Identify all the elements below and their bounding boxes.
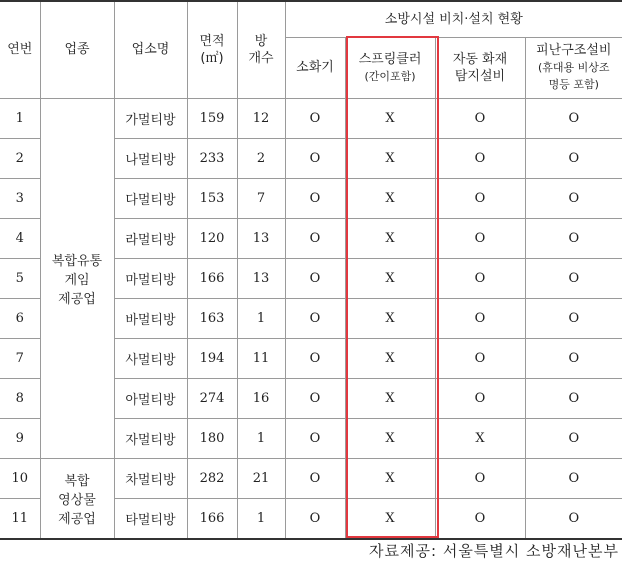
area-value: 233 bbox=[187, 138, 237, 178]
industry-label-line2: 영상물 bbox=[58, 492, 96, 508]
area-value: 159 bbox=[187, 98, 237, 138]
business-name: 사멀티방 bbox=[114, 338, 187, 378]
business-name: 아멀티방 bbox=[114, 378, 187, 418]
header-area-unit: (㎡) bbox=[200, 50, 224, 66]
evacuation-status: O bbox=[525, 138, 622, 178]
sprinkler-status: X bbox=[345, 298, 435, 338]
evacuation-status: O bbox=[525, 298, 622, 338]
business-name: 바멀티방 bbox=[114, 298, 187, 338]
sprinkler-status: X bbox=[345, 378, 435, 418]
row-number: 6 bbox=[0, 298, 40, 338]
table-row bbox=[0, 458, 622, 498]
area-value: 163 bbox=[187, 298, 237, 338]
sprinkler-status: X bbox=[345, 418, 435, 458]
row-number: 5 bbox=[0, 258, 40, 298]
evacuation-status: O bbox=[525, 218, 622, 258]
industry-label-line1: 복합 bbox=[64, 473, 90, 489]
fire-detection-status: O bbox=[435, 498, 525, 539]
area-value: 194 bbox=[187, 338, 237, 378]
fire-detection-status: O bbox=[435, 338, 525, 378]
fire-detection-status: O bbox=[435, 138, 525, 178]
header-fire-facility-group: 소방시설 비치·설치 현황 bbox=[285, 1, 622, 37]
header-fire-detection-line1: 자동 화재 bbox=[452, 51, 508, 67]
rooms-value: 7 bbox=[237, 178, 285, 218]
header-no: 연번 bbox=[0, 1, 40, 98]
row-number: 2 bbox=[0, 138, 40, 178]
sprinkler-status: X bbox=[345, 458, 435, 498]
evacuation-status: O bbox=[525, 458, 622, 498]
header-business-name: 업소명 bbox=[114, 1, 187, 98]
rooms-value: 13 bbox=[237, 218, 285, 258]
area-value: 282 bbox=[187, 458, 237, 498]
extinguisher-status: O bbox=[285, 298, 345, 338]
business-name: 나멀티방 bbox=[114, 138, 187, 178]
industry-cell bbox=[40, 458, 114, 539]
evacuation-status: O bbox=[525, 418, 622, 458]
fire-detection-status: O bbox=[435, 458, 525, 498]
extinguisher-status: O bbox=[285, 338, 345, 378]
row-number: 3 bbox=[0, 178, 40, 218]
header-area-label: 면적 bbox=[199, 33, 225, 49]
header-sprinkler-line2: (간이포함) bbox=[364, 69, 416, 83]
sprinkler-status: X bbox=[345, 258, 435, 298]
area-value: 120 bbox=[187, 218, 237, 258]
extinguisher-status: O bbox=[285, 218, 345, 258]
sprinkler-status: X bbox=[345, 138, 435, 178]
table-row bbox=[0, 98, 622, 138]
business-name: 가멀티방 bbox=[114, 98, 187, 138]
fire-detection-status: O bbox=[435, 258, 525, 298]
evacuation-status: O bbox=[525, 338, 622, 378]
header-sprinkler-line1: 스프링클러 bbox=[358, 51, 422, 67]
rooms-value: 11 bbox=[237, 338, 285, 378]
row-number: 8 bbox=[0, 378, 40, 418]
industry-cell bbox=[40, 98, 114, 458]
row-number: 1 bbox=[0, 98, 40, 138]
header-extinguisher: 소화기 bbox=[285, 37, 345, 98]
sprinkler-status: X bbox=[345, 218, 435, 258]
evacuation-status: O bbox=[525, 378, 622, 418]
evacuation-status: O bbox=[525, 498, 622, 539]
extinguisher-status: O bbox=[285, 138, 345, 178]
row-number: 10 bbox=[0, 458, 40, 498]
business-name: 마멀티방 bbox=[114, 258, 187, 298]
rooms-value: 1 bbox=[237, 298, 285, 338]
header-area bbox=[187, 1, 237, 98]
header-rooms bbox=[237, 1, 285, 98]
rooms-value: 13 bbox=[237, 258, 285, 298]
business-name: 타멀티방 bbox=[114, 498, 187, 539]
industry-label-line1: 복합유통 bbox=[51, 253, 103, 269]
sprinkler-status: X bbox=[345, 178, 435, 218]
extinguisher-status: O bbox=[285, 178, 345, 218]
area-value: 180 bbox=[187, 418, 237, 458]
evacuation-status: O bbox=[525, 98, 622, 138]
business-name: 차멀티방 bbox=[114, 458, 187, 498]
rooms-value: 1 bbox=[237, 418, 285, 458]
industry-label-line3: 제공업 bbox=[58, 291, 96, 307]
header-evacuation-line2: (휴대용 비상조 bbox=[538, 61, 610, 74]
extinguisher-status: O bbox=[285, 258, 345, 298]
sprinkler-status: X bbox=[345, 338, 435, 378]
sprinkler-status: X bbox=[345, 98, 435, 138]
area-value: 153 bbox=[187, 178, 237, 218]
rooms-value: 1 bbox=[237, 498, 285, 539]
row-number: 9 bbox=[0, 418, 40, 458]
extinguisher-status: O bbox=[285, 418, 345, 458]
header-sprinkler bbox=[345, 37, 435, 98]
fire-detection-status: O bbox=[435, 378, 525, 418]
fire-detection-status: O bbox=[435, 98, 525, 138]
evacuation-status: O bbox=[525, 178, 622, 218]
header-evacuation bbox=[525, 37, 622, 98]
rooms-value: 2 bbox=[237, 138, 285, 178]
extinguisher-status: O bbox=[285, 98, 345, 138]
row-number: 4 bbox=[0, 218, 40, 258]
area-value: 166 bbox=[187, 498, 237, 539]
business-name: 자멀티방 bbox=[114, 418, 187, 458]
fire-detection-status: X bbox=[435, 418, 525, 458]
fire-detection-status: O bbox=[435, 178, 525, 218]
business-name: 다멀티방 bbox=[114, 178, 187, 218]
row-number: 11 bbox=[0, 498, 40, 539]
row-number: 7 bbox=[0, 338, 40, 378]
area-value: 166 bbox=[187, 258, 237, 298]
fire-detection-status: O bbox=[435, 298, 525, 338]
fire-detection-status: O bbox=[435, 218, 525, 258]
rooms-value: 21 bbox=[237, 458, 285, 498]
header-rooms-line1: 방 bbox=[254, 33, 268, 49]
extinguisher-status: O bbox=[285, 498, 345, 539]
sprinkler-status: X bbox=[345, 498, 435, 539]
header-rooms-line2: 개수 bbox=[248, 50, 274, 66]
industry-label-line3: 제공업 bbox=[58, 511, 96, 527]
extinguisher-status: O bbox=[285, 458, 345, 498]
evacuation-status: O bbox=[525, 258, 622, 298]
header-fire-detection-line2: 탐지설비 bbox=[454, 68, 506, 84]
header-evacuation-line3: 명등 포함) bbox=[548, 78, 599, 91]
header-industry: 업종 bbox=[40, 1, 114, 98]
source-credit: 자료제공: 서울특별시 소방재난본부 bbox=[369, 542, 619, 560]
header-fire-detection bbox=[435, 37, 525, 98]
header-evacuation-line1: 피난구조설비 bbox=[536, 43, 612, 58]
rooms-value: 12 bbox=[237, 98, 285, 138]
industry-label-line2: 게임 bbox=[64, 272, 90, 288]
business-name: 라멀티방 bbox=[114, 218, 187, 258]
area-value: 274 bbox=[187, 378, 237, 418]
rooms-value: 16 bbox=[237, 378, 285, 418]
extinguisher-status: O bbox=[285, 378, 345, 418]
